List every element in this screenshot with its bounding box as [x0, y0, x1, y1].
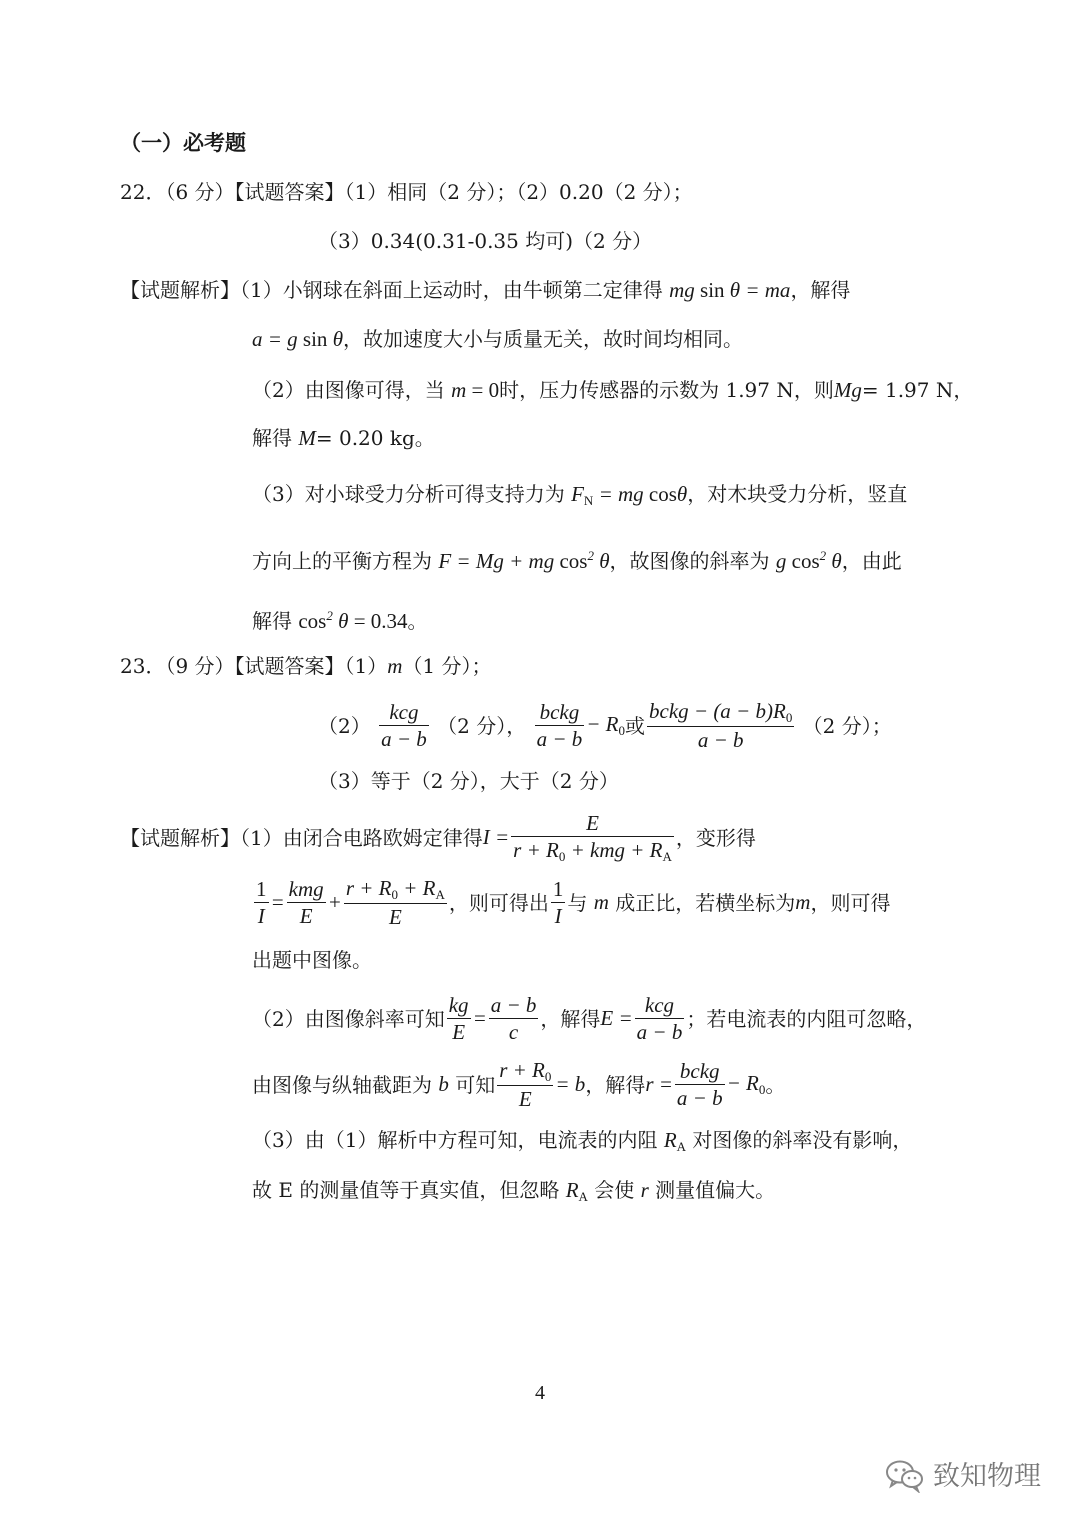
q23-solution-line5 [252, 1057, 785, 1113]
q23-head: 23．（9 分）【试题答案】（1） [120, 654, 388, 678]
q23-ans2-label: （2） [318, 713, 371, 738]
q23-minus-R0: − $R_0$ [586, 712, 625, 739]
q22-eq-FN: $F_N$ = mg cosθ [571, 482, 688, 508]
q23-s2-b: 与 [567, 890, 588, 915]
q22-p2-end: ，故加速度大小与质量无关，故时间均相同。 [343, 327, 744, 351]
q23-frac-kmg-E: $\frac{\text{kmg}}{E}$ [288, 877, 324, 929]
watermark-text: 致知物理 [933, 1460, 1041, 1492]
q22-eq-result: $\cos^2 \theta = 0.34$ [298, 608, 408, 633]
q23-eq-r: r = [645, 1072, 673, 1097]
q23-s2-a: ，则可得出 [448, 890, 549, 915]
q23-frac-a-b-c: $\frac{a - b}{c}$ [490, 993, 537, 1045]
q23-solution-label: 【试题解析】 [120, 825, 240, 850]
q23-s7-c: 测量值偏大。 [655, 1178, 776, 1202]
q22-solution-line7 [252, 609, 428, 632]
q23-answer-line1 [120, 656, 492, 677]
q23-solution-line1 [120, 810, 756, 866]
q23-frac-kcg: $\frac{\text{kcg}}{a - b}$ [381, 700, 427, 752]
q23-solution-line6 [252, 1130, 912, 1153]
q23-var-RA-2: $R_A$ [565, 1178, 588, 1204]
q23-var-r: r [640, 1178, 649, 1202]
q22-eq-balance: F = Mg + mg $\cos^2 \theta$ [438, 548, 610, 573]
q22-p3-a: （2）由图像可得，当 [252, 378, 445, 402]
q22-p1-end: ，解得 [790, 278, 851, 302]
q22-p3-b: 时，压力传感器的示数为 1.97 N，则 [499, 378, 834, 402]
q23-frac-1-over-I: $\frac{1}{I}$ [256, 877, 267, 929]
q23-s7-b: 会使 [594, 1178, 635, 1202]
q23-solution-line3: 出题中图像。 [252, 948, 372, 972]
q22-solution-line2 [252, 329, 743, 350]
q22-eq-m0: m = 0 [451, 378, 500, 402]
q22-var-Mg: Mg [833, 378, 862, 402]
q23-s2-c: 成正比，若横坐标为 [615, 890, 796, 915]
q23-s1-b: ，变形得 [675, 825, 756, 850]
q23-ans2-pts2: （2 分）； [802, 713, 892, 738]
q22-solution-line5 [252, 484, 907, 507]
q23-ans2-or: 或 [625, 713, 645, 738]
q23-frac-r-value: $\frac{\text{bckg}}{a - b}$ [676, 1059, 723, 1111]
q23-var-m1: m [593, 890, 609, 915]
q23-head-end: （1 分）； [402, 654, 492, 678]
q23-s1-a: （1）由闭合电路欧姆定律得 [240, 825, 483, 850]
q23-var-RA-1: $R_A$ [663, 1128, 687, 1154]
section-heading: （一）必考题 [120, 130, 246, 155]
q23-frac-intercept: $\frac{r + R_0}{E}$ [499, 1058, 552, 1112]
q23-s2-d: ，则可得 [810, 890, 891, 915]
q23-eq-equals-b: = b [555, 1072, 586, 1097]
q22-solution-line6 [252, 549, 902, 572]
q22-p5-a: （3）对小球受力分析可得支持力为 [252, 482, 565, 506]
q22-p1-text: （1）小钢球在斜面上运动时，由牛顿第二定律得 [240, 278, 663, 302]
watermark [885, 1459, 1041, 1493]
q23-var-m2: m [795, 890, 811, 915]
q22-answer-line2: （3）0.34(0.31-0.35 均可)（2 分） [318, 229, 653, 253]
q22-solution-line4 [252, 428, 435, 449]
page-number: 4 [535, 1382, 545, 1404]
q23-frac-E-value: $\frac{\text{kcg}}{a - b}$ [636, 993, 683, 1045]
q22-eq-accel: a = g sin θ [252, 327, 344, 351]
q22-solution-line3 [252, 380, 973, 401]
q23-s4-b: ，解得 [540, 1006, 601, 1031]
q23-ans2-pts1: （2 分）， [437, 713, 527, 738]
q23-s6-a: （3）由（1）解析中方程可知，电流表的内阻 [252, 1128, 658, 1152]
q23-frac-ohm: $\frac{E}{r + R_0 + kmg + R_A}$ [513, 811, 672, 865]
q22-p4-b: = 0.20 kg。 [315, 426, 435, 450]
q23-frac-1-over-I-b: $\frac{1}{I}$ [552, 877, 564, 929]
q22-p3-c: = 1.97 N， [861, 378, 974, 402]
q22-var-M: M [298, 426, 316, 450]
wechat-icon [885, 1459, 925, 1493]
q22-p5-b: ，对木块受力分析，竖直 [687, 482, 908, 506]
q22-p6-b: ，故图像的斜率为 [609, 549, 770, 573]
q22-p7-b: 。 [407, 609, 428, 633]
q22-eq-newton: mg sin θ = ma [669, 278, 791, 302]
q23-head-var: m [387, 654, 403, 678]
q23-s4-c: ；若电流表的内阻可忽略， [686, 1006, 927, 1031]
q23-minus-R0-b: − $R_0$ [726, 1071, 766, 1098]
q22-p6-c: ，由此 [841, 549, 902, 573]
q22-eq-slope: g $\cos^2 \theta$ [775, 548, 842, 573]
q23-answer-line2 [318, 698, 892, 754]
q23-solution-line4: （2）由图像斜率可知 $\frac{kg}{E}$ = $\frac{a - b}{c}$ ，解得E = $\frac{\text{kcg}}{a - b}$ ；若电流表的内阻可忽略， [252, 993, 927, 1045]
q23-frac-kg-E: $\frac{kg}{E}$ [448, 993, 469, 1045]
q23-s7-a: 故 E 的测量值等于真实值，但忽略 [252, 1178, 560, 1202]
q23-eq-I: I = [482, 825, 510, 850]
q23-solution-line2: $\frac{1}{I}$ = $\frac{\text{kmg}}{E}$ + $\frac{r + R_0 + R_A}{E}$ ，则可得出 $\frac{1}{I}$ 与 m 成正比，若横坐标为m，则可得 [256, 876, 891, 930]
q22-answer-line1: 22．（6 分）【试题答案】（1）相同（2 分）；（2）0.20（2 分）； [120, 180, 693, 204]
q23-eq-E: E = [600, 1006, 633, 1031]
q23-s5-c: ，解得 [585, 1072, 646, 1097]
q23-s5-b: 可知 [455, 1072, 496, 1097]
q22-solution-line1 [120, 280, 850, 301]
q23-frac-bckg: $\frac{\text{bckg}}{a - b}$ [536, 700, 583, 752]
q22-p7-a: 解得 [252, 609, 292, 633]
q23-s6-b: 对图像的斜率没有影响， [692, 1128, 913, 1152]
q22-solution-label: 【试题解析】 [120, 278, 240, 302]
q23-s4-a: （2）由图像斜率可知 [252, 1006, 445, 1031]
q23-solution-line7 [252, 1180, 775, 1203]
q23-frac-r-R0-RA: $\frac{r + R_0 + R_A}{E}$ [345, 876, 445, 930]
q22-p4-a: 解得 [252, 426, 292, 450]
q23-s5-a: 由图像与纵轴截距为 [252, 1072, 432, 1097]
q23-answer-line3: （3）等于（2 分），大于（2 分） [318, 769, 619, 793]
q23-frac-combined: $\frac{bckg - (a - b)R_0}{a - b}$ [649, 699, 793, 753]
q23-var-b: b [438, 1072, 449, 1097]
q22-p6-a: 方向上的平衡方程为 [252, 549, 432, 573]
q23-s5-d: 。 [765, 1072, 786, 1097]
